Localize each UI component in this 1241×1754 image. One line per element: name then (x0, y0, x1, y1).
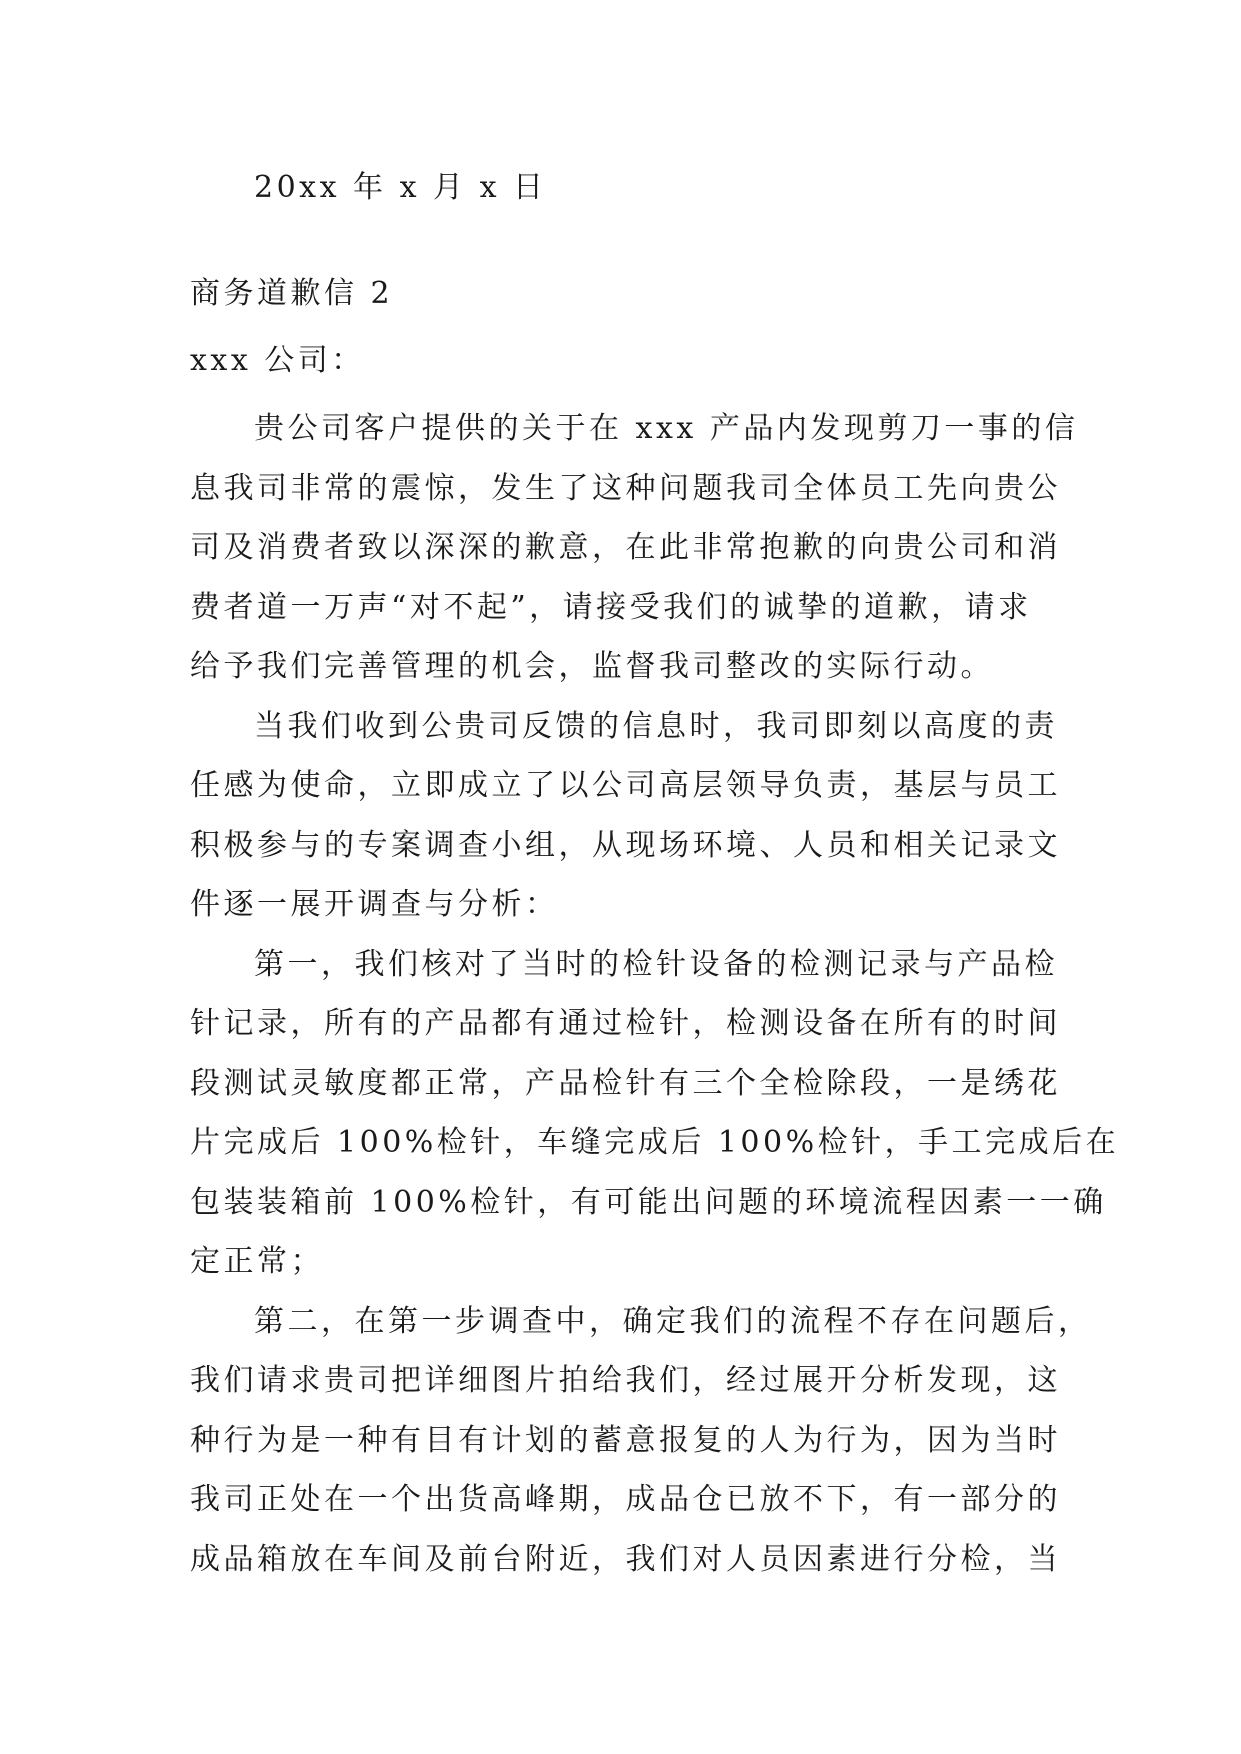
body-line: 定正常； (190, 1244, 324, 1279)
body-line: 件逐一展开调查与分析： (190, 887, 559, 922)
body-line: 任感为使命，立即成立了以公司高层领导负责，基层与员工 (190, 768, 1061, 803)
body-line: 给予我们完善管理的机会，监督我司整改的实际行动。 (190, 649, 994, 684)
body-line: 种行为是一种有目有计划的蓄意报复的人为行为，因为当时 (190, 1422, 1061, 1458)
body-line: 片完成后 100%检针，车缝完成后 100%检针，手工完成后在 (190, 1125, 1120, 1160)
body-line: 第二，在第一步调查中，确定我们的流程不存在问题后， (254, 1303, 1092, 1339)
body-line: 针记录，所有的产品都有通过检针，检测设备在所有的时间 (190, 1006, 1061, 1041)
body-line: 我们请求贵司把详细图片拍给我们，经过展开分析发现，这 (190, 1363, 1061, 1398)
body-line: 司及消费者致以深深的歉意，在此非常抱歉的向贵公司和消 (190, 530, 1061, 565)
body-line: 成品箱放在车间及前台附近，我们对人员因素进行分检，当 (190, 1541, 1061, 1577)
body-line: 积极参与的专案调查小组，从现场环境、人员和相关记录文 (190, 827, 1061, 863)
letter-date: 20xx 年 x 月 x 日 (254, 170, 547, 205)
letter-body (190, 399, 1120, 1589)
body-line: 当我们收到公贵司反馈的信息时，我司即刻以高度的责 (254, 708, 1058, 744)
letter-salutation: xxx 公司： (190, 343, 365, 378)
letter-title: 商务道歉信 2 (190, 276, 394, 311)
body-line: 第一，我们核对了当时的检针设备的检测记录与产品检 (254, 946, 1058, 982)
body-line: 段测试灵敏度都正常，产品检针有三个全检除段，一是绣花 (190, 1065, 1061, 1101)
body-line: 我司正处在一个出货高峰期，成品仓已放不下，有一部分的 (190, 1482, 1061, 1517)
body-line: 贵公司客户提供的关于在 xxx 产品内发现剪刀一事的信 (254, 411, 1079, 446)
body-line: 息我司非常的震惊，发生了这种问题我司全体员工先向贵公 (190, 470, 1061, 506)
body-line: 包装装箱前 100%检针，有可能出问题的环境流程因素一一确 (190, 1184, 1107, 1220)
body-line: 费者道一万声“对不起”，请接受我们的诚挚的道歉，请求 (190, 589, 1032, 625)
